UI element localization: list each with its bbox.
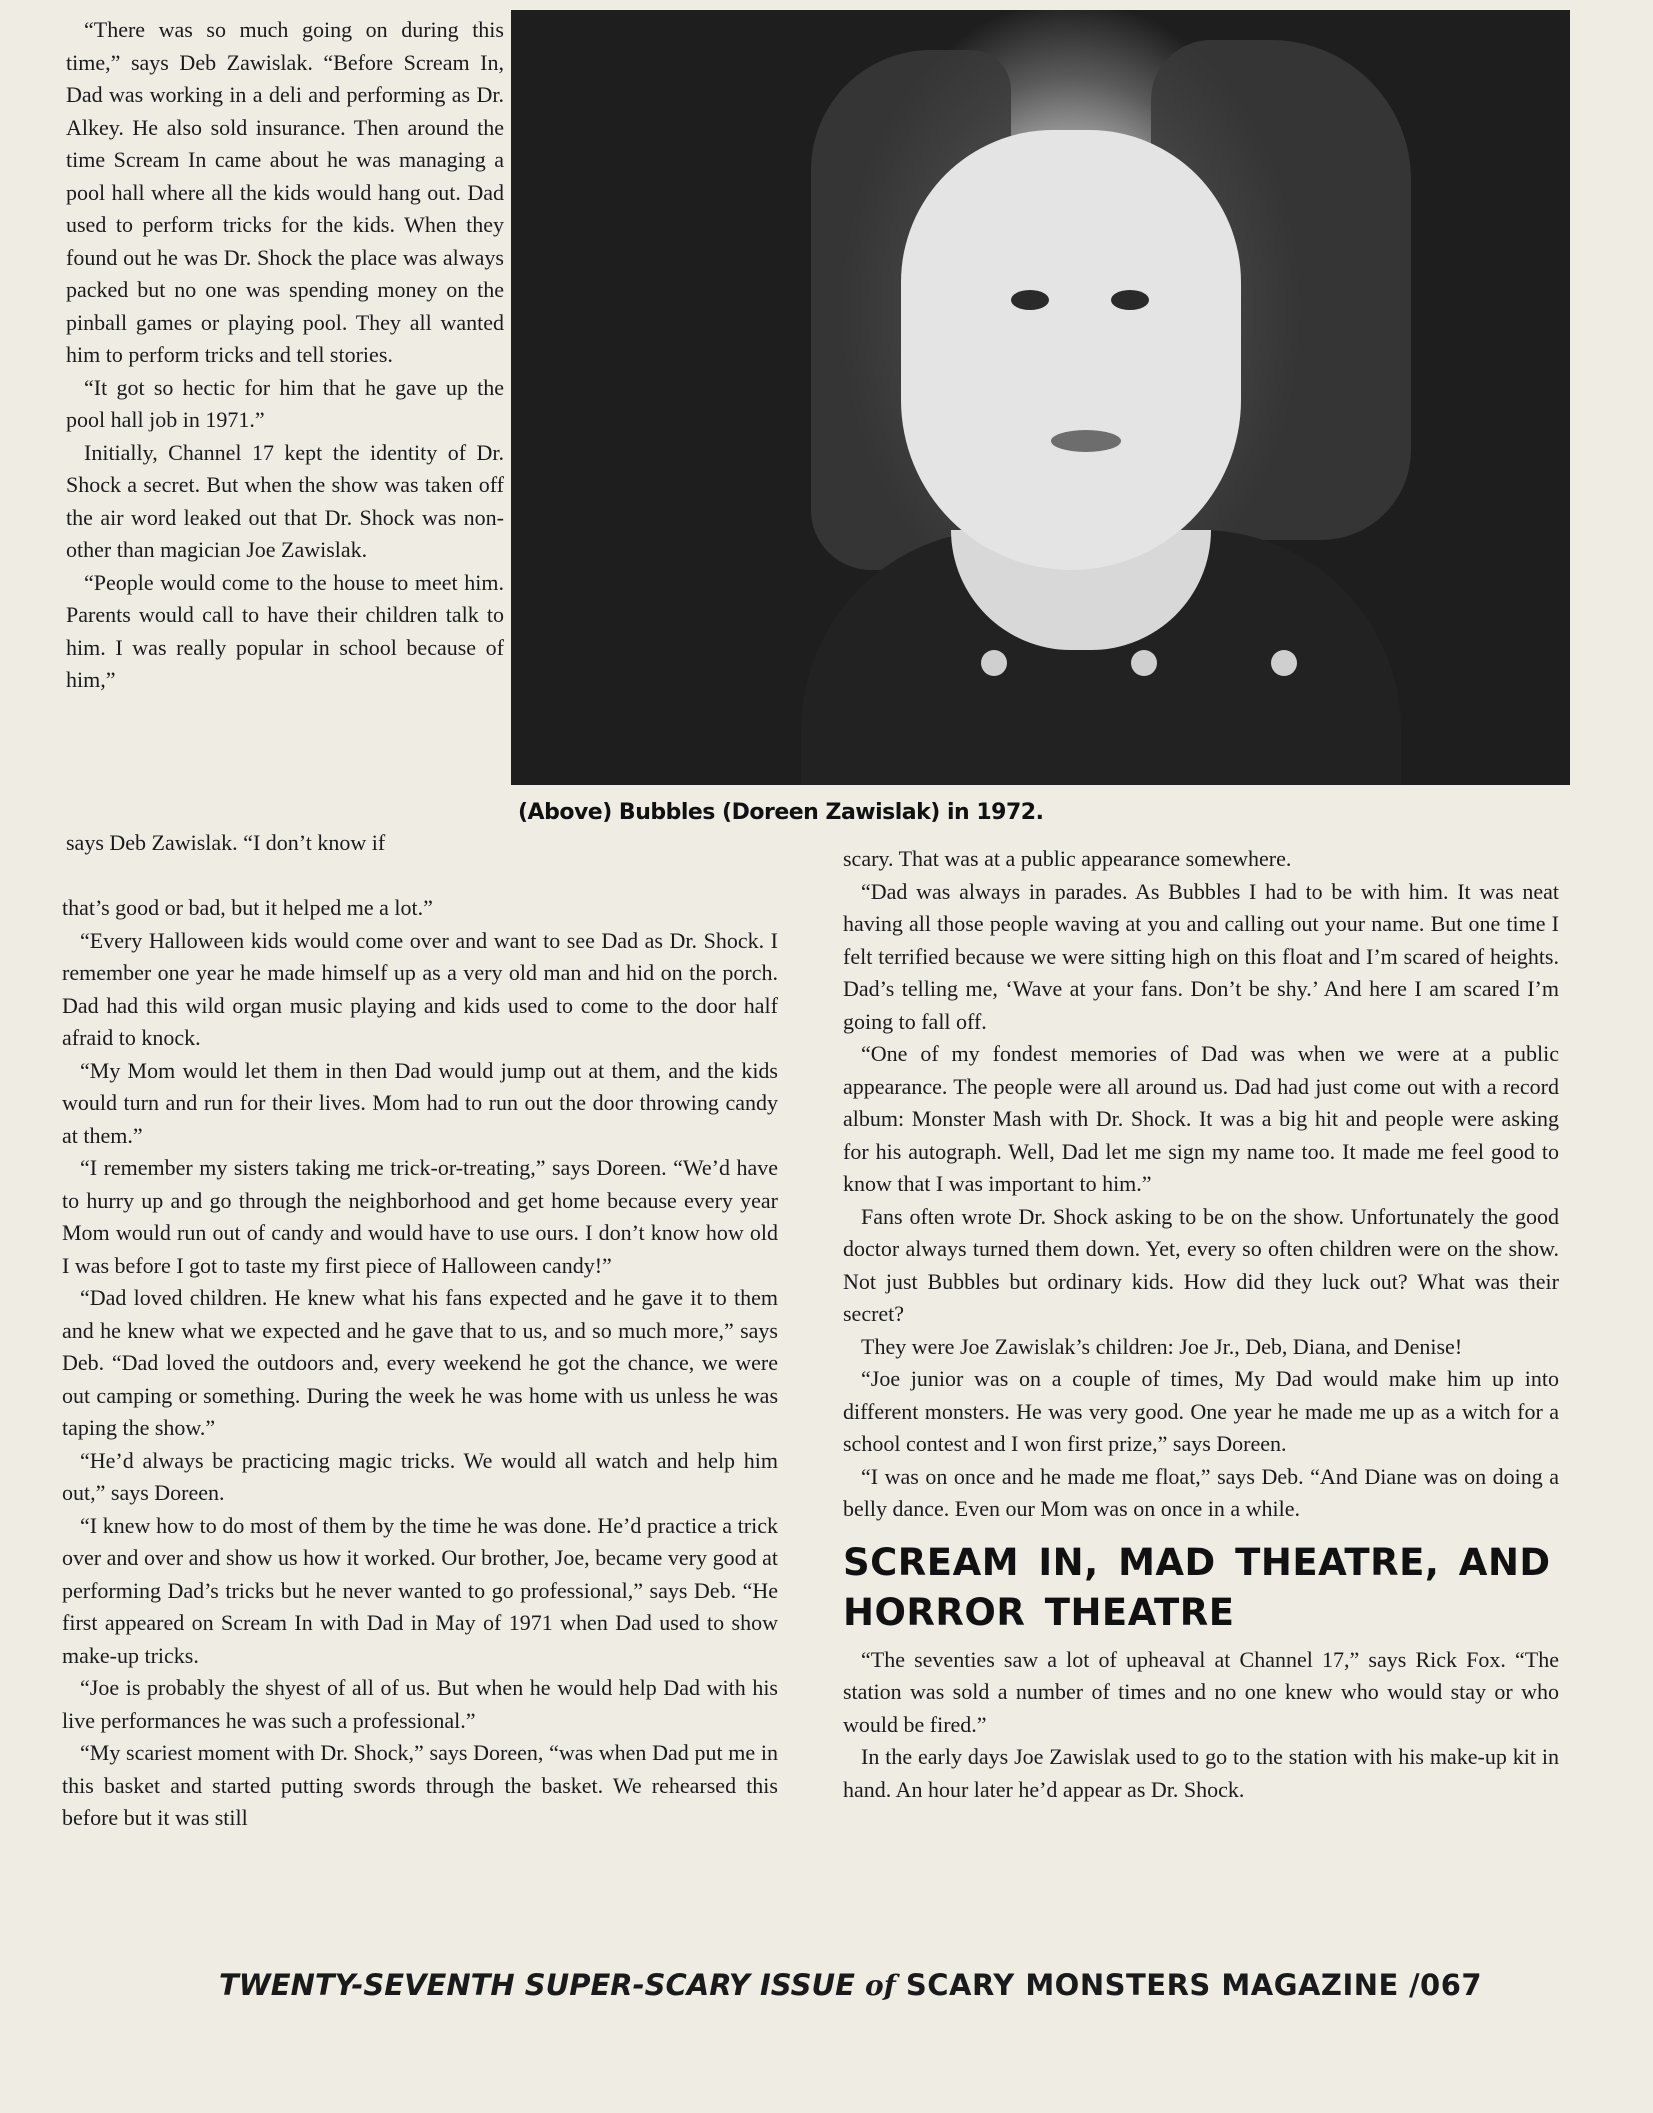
article-paragraph: “My Mom would let them in then Dad would jump out at them, and the kids would turn and run for their lives. Mom had to run out the door throwing candy at them.” [62, 1057, 778, 1148]
article-paragraph: “Every Halloween kids would come over and want to see Dad as Dr. Shock. I remember one year he made himself up as a very old man and hid on the porch. Dad had this wild organ music playing and kids used to come to the door half afraid to knock. [62, 927, 778, 1050]
article-right-column [843, 843, 1559, 1806]
section-heading: SCREAM IN, MAD THEATRE, AND HORROR THEATRE [843, 1540, 1551, 1634]
footer-of: of [865, 1969, 896, 2002]
photo-dress-button [981, 650, 1007, 676]
article-left-column [62, 892, 778, 1835]
article-paragraph: Initially, Channel 17 kept the identity of Dr. Shock a secret. But when the show was taken off the air word leaked out that Dr. Shock was non-other than magician Joe Zawislak. [66, 439, 504, 562]
article-paragraph: “The seventies saw a lot of upheaval at Channel 17,” says Rick Fox. “The station was sold a number of times and no one knew who would stay or who would be fired.” [843, 1646, 1559, 1737]
article-paragraph: In the early days Joe Zawislak used to go to the station with his make-up kit in hand. An hour later he’d appear as Dr. Shock. [843, 1744, 1559, 1802]
article-paragraph: “It got so hectic for him that he gave up the pool hall job in 1971.” [66, 374, 504, 432]
article-paragraph: “People would come to the house to meet him. Parents would call to have their children talk to him. I was really popular in school because of him,” [66, 569, 504, 692]
bubbles-photo [511, 10, 1570, 785]
footer-issue: TWENTY-SEVENTH SUPER-SCARY ISSUE [219, 1968, 855, 2002]
photo-eye-right [1111, 290, 1149, 310]
article-top-column [66, 14, 504, 697]
photo-caption: (Above) Bubbles (Doreen Zawislak) in 1972. [518, 800, 1044, 825]
article-paragraph: Fans often wrote Dr. Shock asking to be on the show. Unfortunately the good doctor always turned them down. Yet, every so often children were on the show. Not just Bubbles but ordinary kids. How did they luck out? What was their secret? [843, 1203, 1559, 1326]
photo-dress-button [1131, 650, 1157, 676]
footer-page-number: /067 [1408, 1968, 1483, 2002]
photo-mouth [1051, 430, 1121, 452]
article-paragraph: “One of my fondest memories of Dad was when we were at a public appearance. The people were all around us. Dad had just come out with a record album: Monster Mash with Dr. Shock. It was a big hit and people were asking for his autograph. Well, Dad let me sign my name too. It made me feel good to know that I was important to him.” [843, 1041, 1559, 1196]
footer-magazine-title: SCARY MONSTERS MAGAZINE [905, 1968, 1399, 2002]
article-paragraph: scary. That was at a public appearance somewhere. [843, 846, 1292, 871]
article-paragraph: “I knew how to do most of them by the time he was done. He’d practice a trick over and over and show us how it worked. Our brother, Joe, became very good at performing Dad’s tricks but he never wanted to go professional,” says Deb. “He first appeared on Scream In with Dad in May of 1971 when Dad used to show make-up tricks. [62, 1512, 778, 1668]
article-paragraph: that’s good or bad, but it helped me a lot.” [62, 895, 433, 920]
article-paragraph: “My scariest moment with Dr. Shock,” says Doreen, “was when Dad put me in this basket and started putting swords through the basket. We rehearsed this before but it was still [62, 1740, 778, 1830]
article-transition-line [66, 827, 788, 860]
article-paragraph: They were Joe Zawislak’s children: Joe Jr., Deb, Diana, and Denise! [861, 1333, 1463, 1359]
article-paragraph: says Deb Zawislak. “I don’t know if [66, 830, 386, 855]
photo-eye-left [1011, 290, 1049, 310]
photo-dress-button [1271, 650, 1297, 676]
article-paragraph: “Dad loved children. He knew what his fans expected and he gave it to them and he knew what we expected and he gave that to us, and so much more,” says Deb. “Dad loved the outdoors and, every weekend he got the chance, we were out camping or something. During the week he was home with us unless he was taping the show.” [62, 1285, 778, 1440]
article-paragraph: “Dad was always in parades. As Bubbles I had to be with him. It was neat having all those people waving at you and calling out your name. But one time I felt terrified because we were sitting high on this float and I’m scared of heights. Dad’s telling me, ‘Wave at your fans. Don’t be shy.’ And here I am scared I’m going to fall off. [843, 878, 1559, 1034]
photo-face [901, 130, 1241, 570]
page-footer [219, 1968, 1483, 2010]
article-paragraph: “I remember my sisters taking me trick-or-treating,” says Doreen. “We’d have to hurry up and go through the neighborhood and get home because every year Mom would run out of candy and would have to use ours. I don’t know how old I was before I got to taste my first piece of Halloween candy!” [62, 1155, 778, 1278]
article-paragraph: “Joe junior was on a couple of times, My Dad would make him up into different monsters. He was very good. One year he made me up as a witch for a school contest and I won first prize,” says Doreen. [843, 1366, 1559, 1456]
article-paragraph: “I was on once and he made me float,” says Deb. “And Diane was on doing a belly dance. Even our Mom was on once in a while. [843, 1463, 1559, 1521]
article-paragraph: “Joe is probably the shyest of all of us. But when he would help Dad with his live performances he was such a professional.” [62, 1675, 778, 1733]
article-paragraph: “He’d always be practicing magic tricks. We would all watch and help him out,” says Doreen. [62, 1447, 778, 1505]
article-paragraph: “There was so much going on during this time,” says Deb Zawislak. “Before Scream In, Dad was working in a deli and performing as Dr. Alkey. He also sold insurance. Then around the time Scream In came about he was managing a pool hall where all the kids would hang out. Dad used to perform tricks for the kids. When they found out he was Dr. Shock the place was always packed but no one was spending money on the pinball games or playing pool. They all wanted him to perform tricks and tell stories. [66, 17, 504, 367]
